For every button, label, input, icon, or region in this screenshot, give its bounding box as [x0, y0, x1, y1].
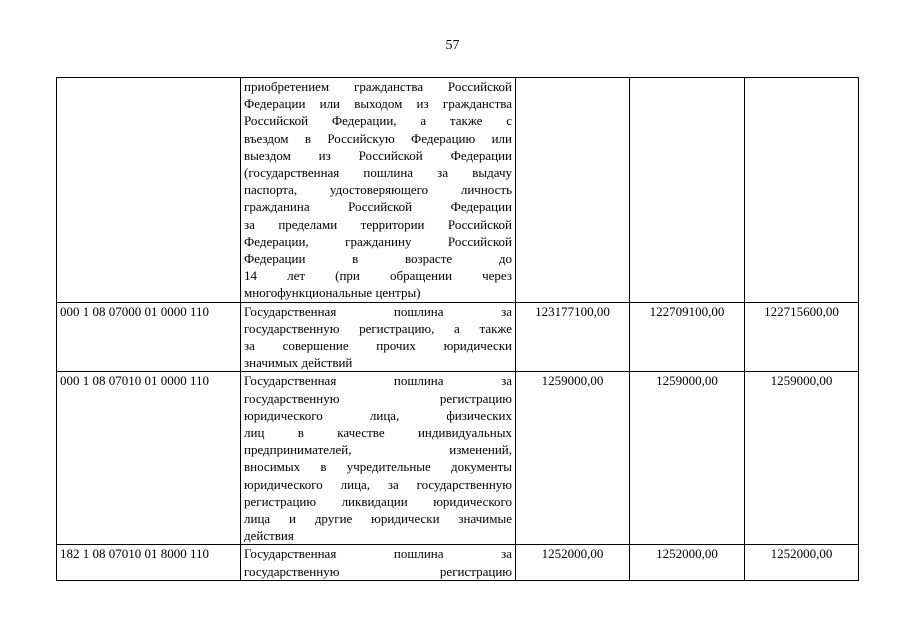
amount-year-1-cell: 1252000,00: [516, 545, 630, 580]
income-name-line: приобретением гражданства Российской: [244, 79, 512, 94]
page-number: 57: [445, 38, 460, 53]
table-row: [57, 545, 859, 580]
income-name-line: Федерации или выходом из гражданства: [244, 96, 512, 112]
income-name-line: за совершение прочих юридически: [244, 338, 512, 354]
income-name-line: вносимых в учредительные документы: [244, 459, 512, 475]
income-name-line: лица и другие юридически значимые: [244, 511, 512, 527]
table-row: [57, 78, 859, 303]
income-name-line: регистрацию ликвидации юридического: [244, 493, 512, 509]
income-name-line: Федерации, гражданину Российской: [244, 233, 512, 249]
income-name-line: юридического лица, физических: [244, 407, 512, 423]
amount-year-3-cell: 1252000,00: [745, 545, 859, 580]
budget-code-cell: [57, 78, 241, 303]
amount-year-3-cell: 1259000,00: [745, 372, 859, 545]
income-name-line: гражданина Российской Федерации: [244, 199, 512, 215]
income-name-line: лиц в качестве индивидуальных: [244, 425, 512, 441]
amount-year-3-cell: [745, 78, 859, 303]
income-name-line: за пределами территории Российской: [244, 216, 512, 232]
amount-year-1-cell: [516, 78, 630, 303]
income-name-line: многофункциональные центры): [244, 285, 421, 301]
income-name-line: выездом из Российской Федерации: [244, 147, 512, 163]
income-name-line: Федерации в возрасте до: [244, 251, 512, 267]
income-name-cell: [241, 372, 516, 545]
income-name-line: (государственная пошлина за выдачу: [244, 165, 512, 181]
income-name-line: Российской Федерации, а также с: [244, 113, 512, 129]
income-name-line: въездом в Российскую Федерацию или: [244, 130, 512, 146]
revenue-table: [56, 77, 859, 581]
income-name-line: Государственная пошлина за: [244, 303, 512, 319]
budget-code-cell: 000 1 08 07010 01 0000 110: [57, 372, 241, 545]
income-name-line: государственную регистрацию: [244, 390, 512, 406]
income-name-cell: [241, 78, 516, 303]
income-name-cell: [241, 545, 516, 580]
amount-year-1-cell: 123177100,00: [516, 302, 630, 372]
amount-year-3-cell: 122715600,00: [745, 302, 859, 372]
income-name-line: юридического лица, за государственную: [244, 476, 512, 492]
amount-year-2-cell: 1252000,00: [630, 545, 745, 580]
amount-year-2-cell: 1259000,00: [630, 372, 745, 545]
income-name-line: государственную регистрацию, а также: [244, 320, 512, 336]
table-row: [57, 302, 859, 372]
table-row: [57, 372, 859, 545]
amount-year-2-cell: [630, 78, 745, 303]
income-name-line: Государственная пошлина за: [244, 546, 512, 562]
income-name-line: Государственная пошлина за: [244, 373, 512, 389]
income-name-line: 14 лет (при обращении через: [244, 268, 512, 284]
income-name-line: действия: [244, 528, 294, 544]
income-name-line: государственную регистрацию: [244, 563, 512, 579]
income-name-line: значимых действий: [244, 355, 353, 371]
amount-year-2-cell: 122709100,00: [630, 302, 745, 372]
amount-year-1-cell: 1259000,00: [516, 372, 630, 545]
budget-code-cell: 182 1 08 07010 01 8000 110: [57, 545, 241, 580]
income-name-line: паспорта, удостоверяющего личность: [244, 182, 512, 198]
income-name-line: предпринимателей, изменений,: [244, 442, 512, 458]
budget-code-cell: 000 1 08 07000 01 0000 110: [57, 302, 241, 372]
income-name-cell: [241, 302, 516, 372]
